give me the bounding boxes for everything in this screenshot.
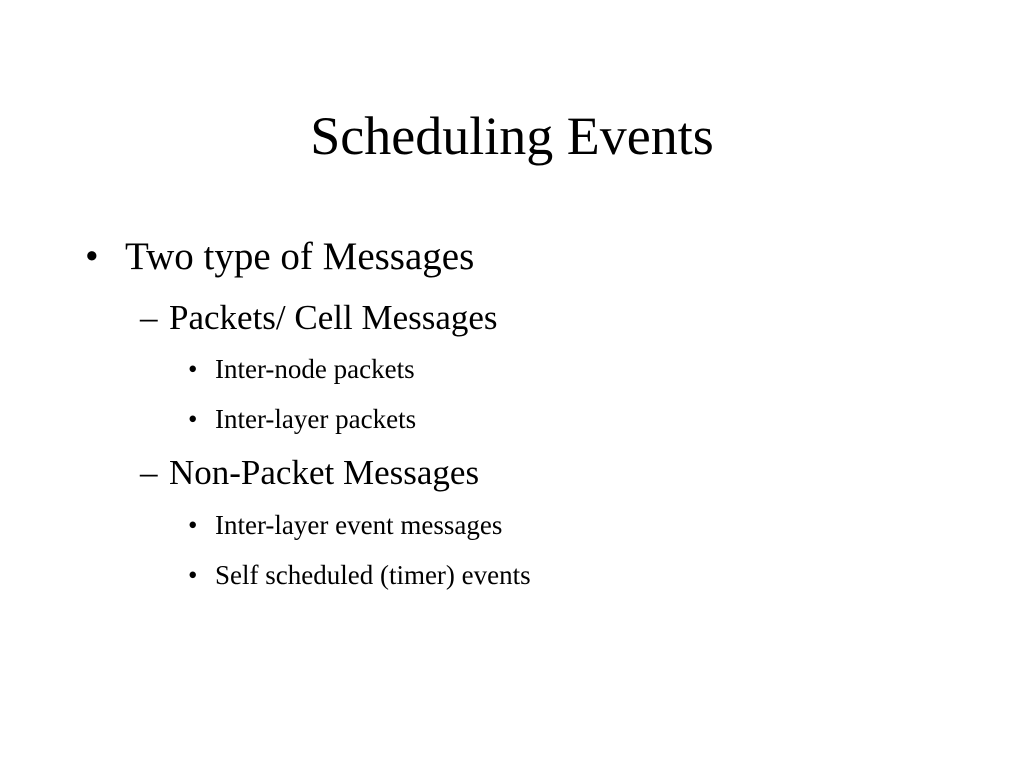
dash-marker: – [140, 298, 158, 337]
bullet-text: Non-Packet Messages [169, 453, 480, 492]
bullet-level3-item [188, 403, 528, 435]
bullet-level1-item [85, 234, 585, 280]
bullet-marker: • [188, 404, 198, 434]
bullet-marker: • [188, 560, 198, 590]
bullet-level3-item [188, 353, 528, 385]
bullet-text: Two type of Messages [125, 235, 475, 278]
bullet-marker: • [188, 510, 198, 540]
bullet-text: Inter-layer packets [215, 404, 417, 434]
bullet-marker: • [188, 354, 198, 384]
bullet-text: Packets/ Cell Messages [169, 298, 498, 337]
bullet-level2-item [140, 452, 600, 494]
bullet-text: Inter-layer event messages [215, 510, 503, 540]
bullet-level3-item [188, 559, 648, 591]
bullet-marker: • [85, 235, 99, 278]
bullet-level3-item [188, 509, 628, 541]
bullet-level2-item [140, 297, 600, 339]
bullet-text: Self scheduled (timer) events [215, 560, 531, 590]
dash-marker: – [140, 453, 158, 492]
bullet-text: Inter-node packets [215, 354, 415, 384]
slide-title: Scheduling Events [310, 106, 714, 166]
